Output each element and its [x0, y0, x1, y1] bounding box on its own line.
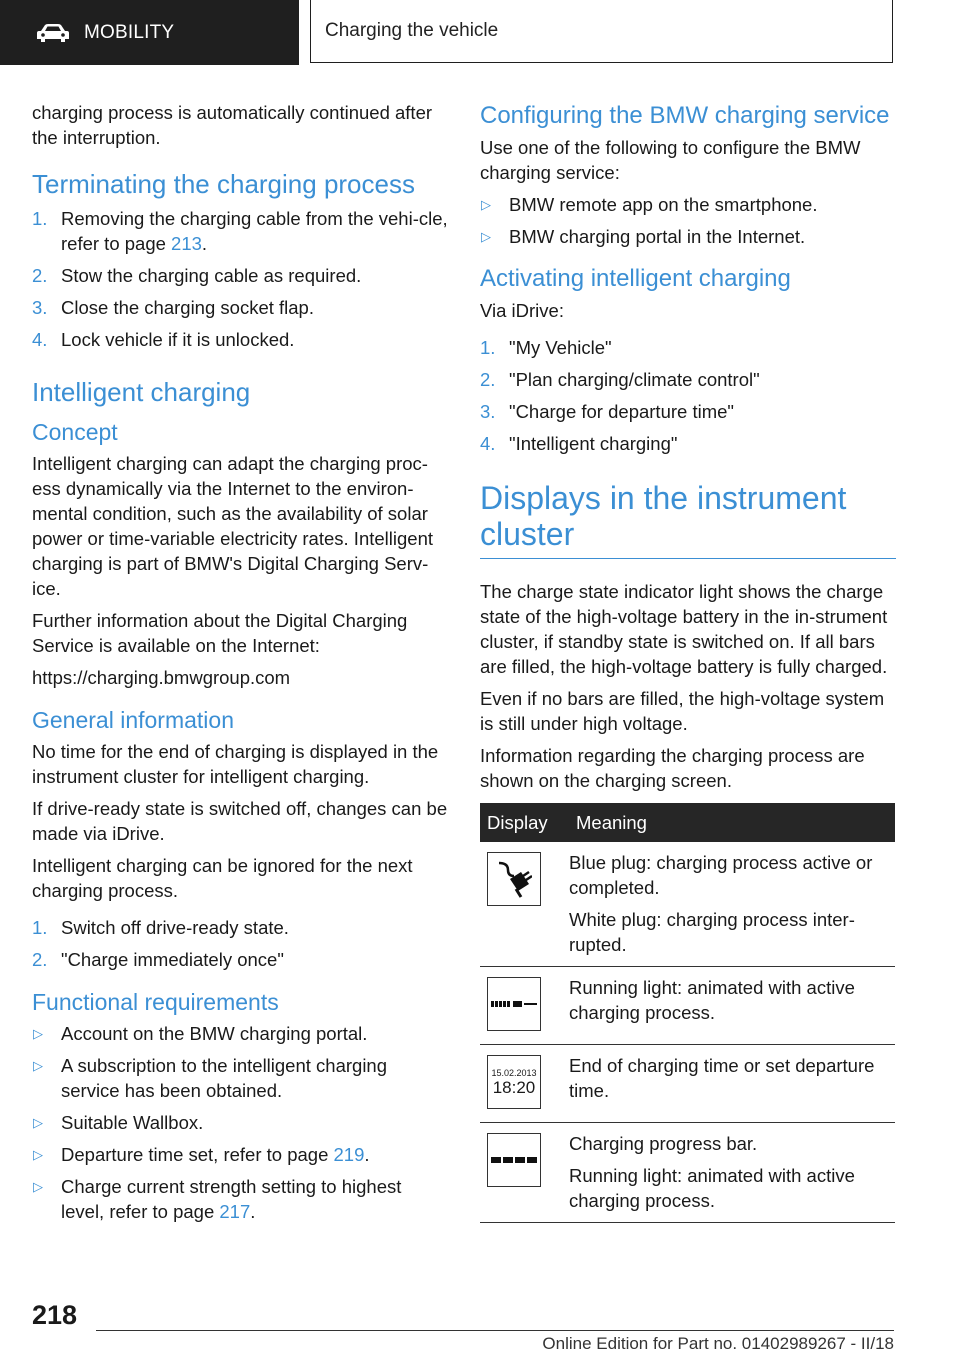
list-item: 3. Close the charging socket flap.: [32, 297, 314, 318]
displays-paragraph-2: Even if no bars are filled, the high-voltage system is still under high voltage.: [480, 688, 885, 734]
concept-paragraph-2: Further information about the Digital Charging Service is available on the Internet:: [32, 610, 408, 656]
edition-footer: Online Edition for Part no. 01402989267 - II/18: [542, 1334, 894, 1353]
meaning-text: Charging progress bar.: [569, 1133, 758, 1154]
running-light-icon: [487, 977, 541, 1031]
clock-display-icon: [487, 1055, 541, 1109]
list-item: ▷ Charge current strength setting to highest level, refer to page 217.: [33, 1176, 402, 1222]
list-item: ▷ BMW charging portal in the Internet.: [481, 226, 806, 247]
activate-steps: [480, 335, 896, 456]
list-item: 2. "Plan charging/climate control": [480, 369, 760, 390]
general-steps: [32, 915, 448, 972]
general-paragraph-2: If drive-ready state is switched off, changes can be made via iDrive.: [32, 798, 448, 844]
page-link[interactable]: 219: [333, 1144, 365, 1165]
table-row: [480, 967, 895, 1045]
page-link[interactable]: 217: [219, 1201, 251, 1222]
triangle-bullet-icon: ▷: [33, 1179, 43, 1194]
triangle-bullet-icon: ▷: [33, 1115, 43, 1130]
list-item: 4. Lock vehicle if it is unlocked.: [32, 329, 295, 350]
table-header-row: [480, 803, 895, 842]
heading-general: General information: [32, 707, 234, 733]
config-paragraph: Use one of the following to configure the BMW charging service:: [480, 137, 861, 183]
page-number: 218: [32, 1300, 78, 1330]
table-row: [480, 1123, 895, 1223]
meaning-text: Running light: animated with active charging process.: [569, 1165, 855, 1211]
table-row: [480, 1045, 895, 1123]
progress-bar-icon: [487, 1133, 541, 1187]
triangle-bullet-icon: ▷: [33, 1058, 43, 1073]
list-item: 1. Switch off drive-ready state.: [32, 917, 289, 938]
activate-paragraph: Via iDrive:: [480, 300, 564, 321]
clock-date: 15.02.2013: [491, 1067, 537, 1078]
list-item: 2. "Charge immediately once": [32, 949, 284, 970]
plug-icon: [487, 852, 541, 906]
clock-time: 18:20: [492, 1077, 536, 1097]
list-item: ▷ Departure time set, refer to page 219.: [33, 1144, 370, 1165]
heading-intelligent: Intelligent charging: [32, 377, 251, 407]
intro-paragraph: charging process is automatically continued after the interruption.: [32, 102, 433, 148]
terminating-steps: [32, 206, 448, 352]
footer-divider: [96, 1330, 894, 1331]
heading-functional: Functional requirements: [32, 989, 279, 1015]
config-list: [480, 192, 896, 249]
display-meaning-table: [480, 803, 895, 1223]
list-item: 1. "My Vehicle": [480, 337, 612, 358]
functional-requirements: [32, 1021, 448, 1224]
column-header-display: Display: [480, 803, 569, 842]
concept-paragraph: Intelligent charging can adapt the charging proc-ess dynamically via the Internet to the environ-mental condition, such as the availability of solar power or time-variable electricity rates. Intelligent charging is part of BMW's Digital Charging Serv-ice.: [32, 453, 433, 599]
left-column: [32, 100, 448, 1231]
right-column: [480, 100, 896, 1223]
car-icon: [36, 22, 70, 44]
heading-activating: Activating intelligent charging: [480, 265, 791, 292]
heading-configuring: Configuring the BMW charging service: [480, 102, 890, 129]
list-item: ▷ Account on the BMW charging portal.: [33, 1023, 368, 1044]
triangle-bullet-icon: ▷: [481, 229, 491, 244]
triangle-bullet-icon: ▷: [33, 1147, 43, 1162]
list-item: ▷ BMW remote app on the smartphone.: [481, 194, 818, 215]
triangle-bullet-icon: ▷: [33, 1026, 43, 1041]
column-header-meaning: Meaning: [569, 803, 895, 842]
general-paragraph-3: Intelligent charging can be ignored for the next charging process.: [32, 855, 413, 901]
table-row: [480, 842, 895, 967]
heading-displays: Displays in the instrument cluster: [480, 480, 896, 559]
list-item: 1. Removing the charging cable from the vehi-cle, refer to page 213.: [32, 208, 448, 254]
heading-terminating: Terminating the charging process: [32, 169, 415, 199]
list-item: 4. "Intelligent charging": [480, 433, 678, 454]
section-title: MOBILITY: [84, 21, 175, 43]
list-item: ▷ A subscription to the intelligent charging service has been obtained.: [33, 1055, 388, 1101]
list-item: ▷ Suitable Wallbox.: [33, 1112, 204, 1133]
meaning-text: Blue plug: charging process active or completed.: [569, 852, 873, 898]
heading-concept: Concept: [32, 419, 118, 445]
meaning-text: Running light: animated with active charging process.: [569, 977, 855, 1023]
meaning-text: End of charging time or set departure time.: [569, 1055, 875, 1101]
list-item: 2. Stow the charging cable as required.: [32, 265, 362, 286]
triangle-bullet-icon: ▷: [481, 197, 491, 212]
list-item: 3. "Charge for departure time": [480, 401, 734, 422]
chapter-title: Charging the vehicle: [325, 20, 499, 41]
chapter-header: [310, 0, 893, 63]
displays-paragraph-1: The charge state indicator light shows the charge state of the high-voltage battery in the in-strument cluster, if standby state is switched on. If all bars are filled, the high-voltage battery is fully charged.: [480, 581, 888, 677]
meaning-text: White plug: charging process inter-rupted.: [569, 909, 855, 955]
section-header: [0, 0, 299, 65]
displays-paragraph-3: Information regarding the charging process are shown on the charging screen.: [480, 745, 865, 791]
page-link[interactable]: 213: [171, 233, 202, 254]
general-paragraph-1: No time for the end of charging is displayed in the instrument cluster for intelligent charging.: [32, 741, 439, 787]
concept-url[interactable]: https://charging.bmwgroup.com: [32, 667, 291, 688]
